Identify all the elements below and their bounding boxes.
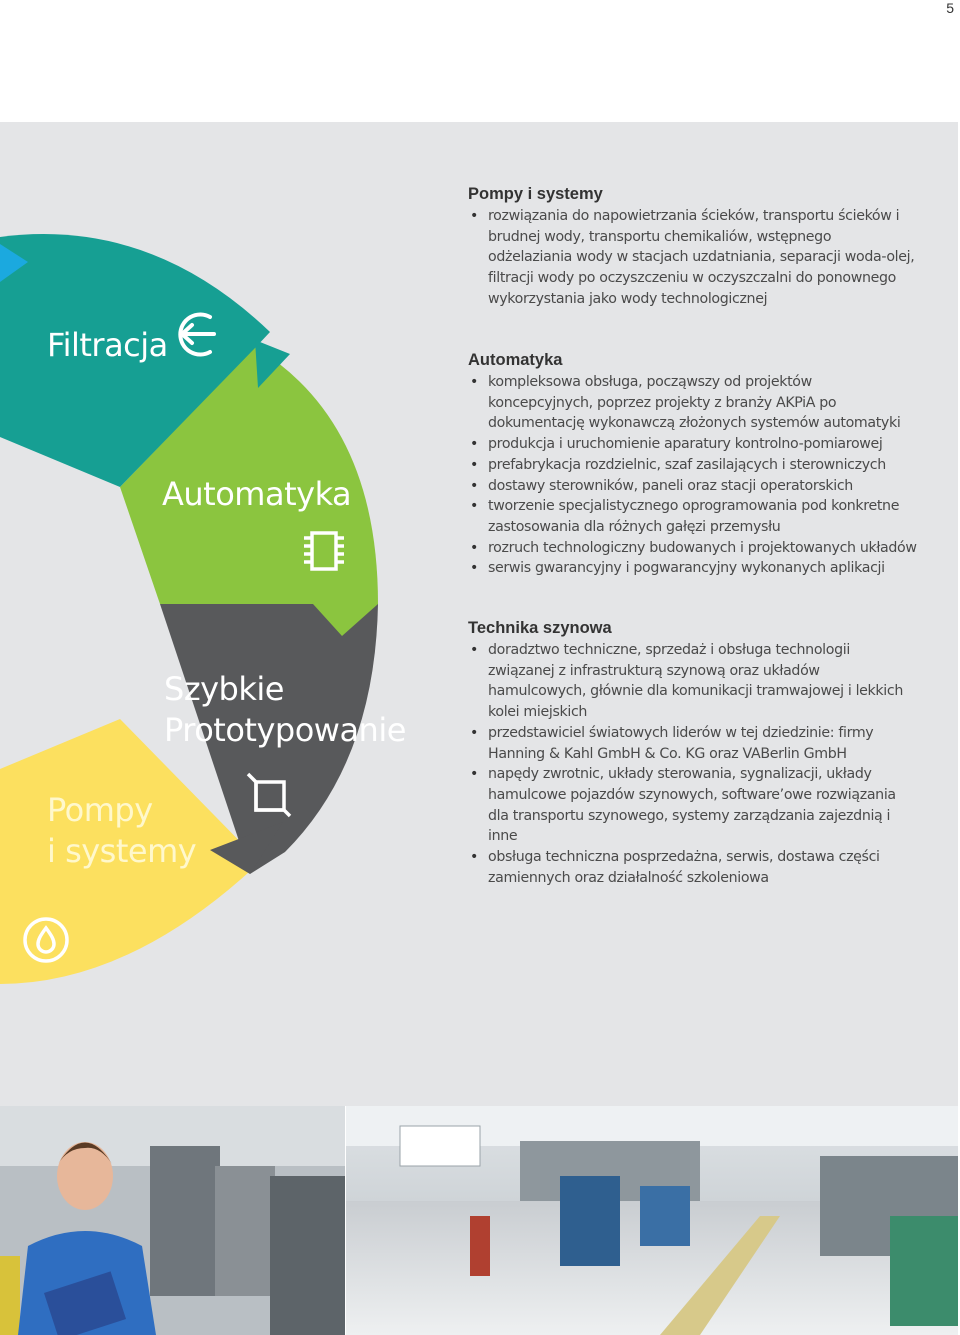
list-item: • napędy zwrotnic, układy sterowania, sygnalizacji, układy hamulcowe pojazdów szynowych, software’owe rozwiązania dla transportu szynowego, systemy zarządzania zajezdnią i inne: [468, 764, 918, 847]
list-item: • dostawy sterowników, paneli oraz stacji operatorskich: [468, 476, 918, 497]
list-item: • prefabrykacja rozdzielnic, szaf zasilających i sterowniczych: [468, 455, 918, 476]
factory-hall-photo: [346, 1106, 958, 1335]
segment-label-filtracja: Filtracja: [47, 326, 168, 364]
list-item: • rozwiązania do napowietrzania ścieków, transportu ścieków i brudnej wody, transportu chemikaliów, wstępnego odżelaziania wody w stacjach uzdatniania, separacji woda-olej, filtracji wody po oczyszczeniu w oczyszczalni do ponownego wykorzystania jako wody technologicznej: [468, 206, 918, 310]
section-pompy: [468, 184, 918, 310]
section-technika: [468, 618, 918, 888]
segment-label-szybkie: Szybkie Prototypowanie: [164, 670, 406, 749]
page-number: 5: [946, 0, 954, 16]
list-item: • serwis gwarancyjny i pogwarancyjny wykonanych aplikacji: [468, 558, 918, 579]
worker-photo: [0, 1106, 345, 1335]
photo-strip: [0, 1106, 958, 1335]
section-title: Technika szynowa: [468, 619, 612, 637]
section-automatyka: [468, 350, 918, 579]
bullet-list: [468, 372, 918, 579]
list-item: • rozruch technologiczny budowanych i projektowanych układów: [468, 538, 918, 559]
list-item: • tworzenie specjalistycznego oprogramowania pod konkretne zastosowania dla różnych gałęzi przemysłu: [468, 496, 918, 537]
section-title: Automatyka: [468, 351, 563, 369]
bullet-list: [468, 640, 918, 888]
list-item: • obsługa techniczna posprzedażna, serwis, dostawa części zamiennych oraz działalność szkoleniowa: [468, 847, 918, 888]
bullet-list: [468, 206, 918, 310]
segment-label-pompy: Pompy i systemy: [47, 791, 197, 870]
list-item: • kompleksowa obsługa, począwszy od projektów koncepcyjnych, poprzez projekty z branży AKPiA po dokumentację wykonawczą złożonych systemów automatyki: [468, 372, 918, 434]
list-item: • produkcja i uruchomienie aparatury kontrolno-pomiarowej: [468, 434, 918, 455]
segment-label-automatyka: Automatyka: [162, 475, 352, 513]
list-item: • doradztwo techniczne, sprzedaż i obsługa technologii związanej z infrastrukturą szynową oraz układów hamulcowych, głównie dla komunikacji tramwajowej i lekkich kolei miejskich: [468, 640, 918, 723]
content-panel: [0, 122, 958, 1106]
section-title: Pompy i systemy: [468, 185, 603, 203]
list-item: • przedstawiciel światowych liderów w tej dziedzinie: firmy Hanning & Kahl GmbH & Co. KG oraz VABerlin GmbH: [468, 723, 918, 764]
